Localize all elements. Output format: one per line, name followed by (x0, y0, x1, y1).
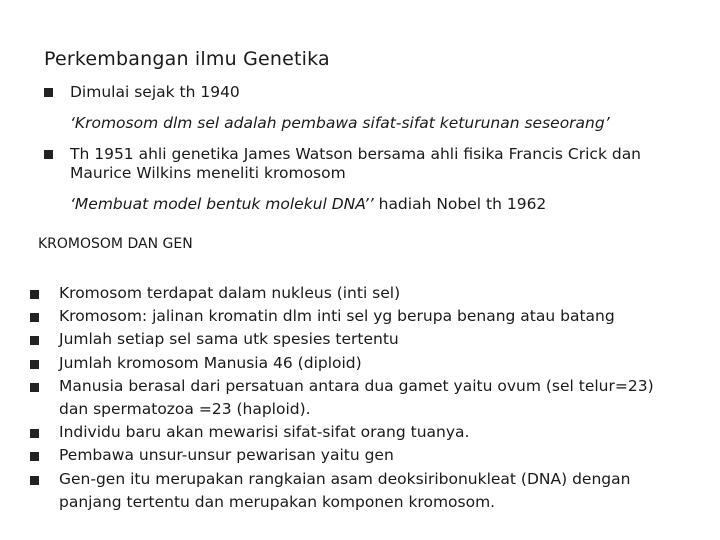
section-heading: KROMOSOM DAN GEN (38, 236, 193, 252)
list-item (30, 305, 710, 328)
list-item (30, 375, 710, 421)
list-item (30, 282, 710, 305)
slide-title: Perkembangan ilmu Genetika (44, 48, 330, 70)
list-item-text: Individu baru akan mewarisi sifat-sifat orang tuanya. (59, 423, 470, 442)
bullet-icon (30, 383, 39, 392)
list-item-text: Kromosom: jalinan kromatin dlm inti sel yg berupa benang atau batang (59, 307, 615, 326)
bullet-icon (30, 452, 39, 461)
history-item-2-line-2: Maurice Wilkins meneliti kromosom (70, 164, 346, 182)
bullet-icon (30, 476, 39, 485)
list-item-text-continued: panjang tertentu dan merupakan komponen kromosom. (59, 492, 496, 511)
bullet-icon (44, 150, 53, 159)
list-item (30, 352, 710, 375)
list-item-text: Jumlah kromosom Manusia 46 (diploid) (59, 353, 362, 372)
history-item-1: Dimulai sejak th 1940 (70, 83, 240, 101)
bullet-icon (30, 429, 39, 438)
list-item-text-continued: dan spermatozoa =23 (haploid). (59, 400, 311, 419)
history-quote-2 (70, 194, 546, 214)
list-item-text: Jumlah setiap sel sama utk spesies tertentu (59, 330, 399, 349)
chromosome-list (30, 282, 710, 514)
bullet-icon (30, 360, 39, 369)
list-item-text: Gen-gen itu merupakan rangkaian asam deoksiribonukleat (DNA) dengan (59, 469, 631, 488)
list-item (30, 328, 710, 351)
list-item-text: Manusia berasal dari persatuan antara dua gamet yaitu ovum (sel telur=23) (59, 376, 654, 395)
bullet-icon (44, 88, 53, 97)
history-item-2-line-1: Th 1951 ahli genetika James Watson bersama ahli fisika Francis Crick dan (70, 145, 642, 163)
list-item (30, 421, 710, 444)
quote-2-suffix: hadiah Nobel th 1962 (373, 195, 547, 213)
bullet-icon (30, 313, 39, 322)
list-item (30, 468, 710, 514)
list-item-text: Pembawa unsur-unsur pewarisan yaitu gen (59, 446, 394, 465)
quote-2-text: ‘Membuat model bentuk molekul DNA’’ (70, 195, 374, 213)
history-quote-1: ‘Kromosom dlm sel adalah pembawa sifat-sifat keturunan seseorang’ (70, 114, 610, 132)
list-item-text: Kromosom terdapat dalam nukleus (inti sel) (59, 284, 401, 302)
list-item (30, 444, 710, 467)
bullet-icon (30, 336, 39, 345)
bullet-icon (30, 290, 39, 299)
